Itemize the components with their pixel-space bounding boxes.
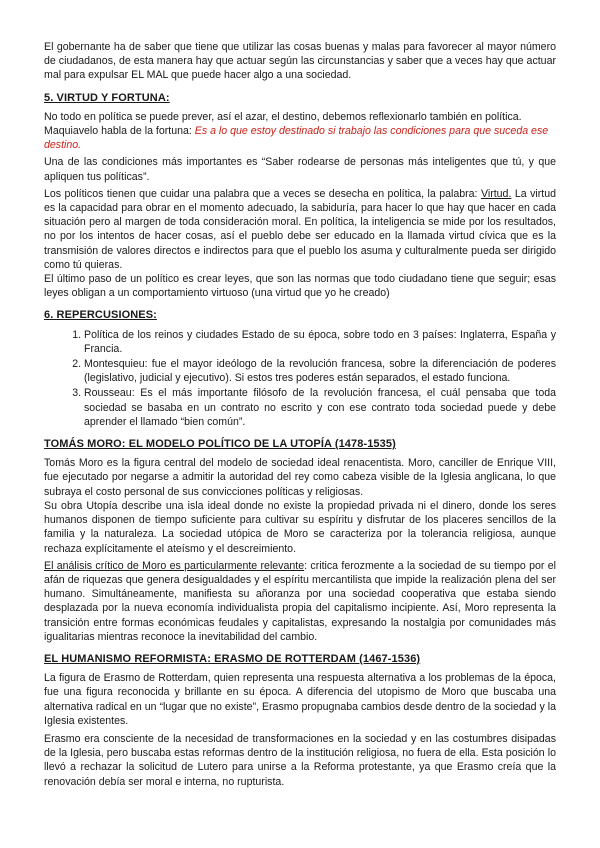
virtud-rest: La virtud es la capacidad para obrar en el momento adecuado, la sabiduría, para hacer lo que hay que hacer en cada situación pero al margen de toda consideración moral. En política, la inteligencia se mide por los resultados, no por los intentos de hacer cosas, así el pueblo debe ser educado en la llamada virtud cívica que es la transmisión de valores directos e indirectos para que el pueblo los asuma y culturalmente pueda ser dirigido como tú quieras.	[44, 187, 557, 271]
section-5-paragraph-5: El último paso de un político es crear leyes, que son las normas que todo ciudadano tiene que seguir; esas leyes obligan a un comportamiento virtuoso (una virtud que yo he creado)	[44, 273, 556, 300]
moro-analysis-lead: El análisis crítico de Moro es particularmente relevante	[44, 559, 305, 572]
moro-paragraph-2: Su obra Utopía describe una isla ideal donde no existe la propiedad privada ni el dinero, donde los seres humanos disponen de tiempo suficiente para cultivar su espíritu y disfrutar de los placeres sencillos de la familia y la naturaleza. La sociedad utópica de Moro se caracteriza por la tolerancia religiosa, aunque rechaza explícitamente el ateísmo y el descreimiento.	[44, 499, 556, 555]
section-5-heading: 5. VIRTUD Y FORTUNA:	[44, 91, 170, 104]
moro-analysis-rest: : critica ferozmente a la sociedad de su tiempo por el afán de riquezas que genera desigualdades y el espíritu mercantilista que impide la realización plena del ser humano. Simultáneamente, manifiesta su añoranza por una sociedad cooperativa que estaba siendo desplazada por la nueva economía individualista propia del capitalismo incipiente. Así, Moro representa la transición entre formas económicas feudales y capitalistas, expresando la nostalgia por comunidades más igualitarias mientras reconoce la inevitabilidad del cambio.	[44, 559, 557, 643]
virtud-lead: Los políticos tienen que cuidar una palabra que a veces se desecha en política, la palabra:	[44, 187, 481, 200]
list-item: 2. Montesquieu: fue el mayor ideólogo de la revolución francesa, sobre la diferenciación de poderes (legislativo, judicial y ejecutivo). Si estos tres poderes están separados, el estado funciona.	[84, 357, 556, 385]
erasmo-heading: EL HUMANISMO REFORMISTA: ERASMO DE ROTTERDAM (1467-1536)	[44, 652, 421, 665]
section-5-paragraph-virtud	[44, 187, 556, 272]
section-6-heading: 6. REPERCUSIONES:	[44, 309, 157, 322]
erasmo-paragraph-1: La figura de Erasmo de Rotterdam, quien representa una respuesta alternativa a los problemas de la época, fue una figura reconocida y brillante en su época. A diferencia del utopismo de Moro que buscaba una alternativa radical en un “lugar que no existe”, Erasmo propugnaba cambios desde dentro de la sociedad y la Iglesia existentes.	[44, 672, 556, 727]
repercusiones-list	[44, 328, 556, 429]
virtud-word: Virtud.	[480, 187, 512, 200]
document-page	[44, 40, 556, 792]
list-item: 1. Política de los reinos y ciudades Estado de su época, sobre todo en 3 países: Inglaterra, España y Francia.	[84, 328, 556, 356]
moro-paragraph-3	[44, 559, 556, 644]
erasmo-paragraph-2: Erasmo era consciente de la necesidad de transformaciones en la sociedad y en las costumbres disipadas de la Iglesia, pero buscaba estas reformas dentro de la institución religiosa, no fuera de ella. Esta posición lo llevó a rechazar la solicitud de Lutero para unirse a la Reforma protestante, ya que Erasmo creía que la renovación debía ser moral e interna, no rupturista.	[44, 732, 556, 788]
section-5-paragraph-1: No todo en política se puede prever, así el azar, el destino, debemos reflexionarlo también en política.	[44, 110, 522, 123]
section-5-paragraph-fortuna	[44, 124, 556, 152]
moro-heading: TOMÁS MORO: EL MODELO POLÍTICO DE LA UTOPÍA (1478-1535)	[44, 438, 396, 451]
fortuna-lead: Maquiavelo habla de la fortuna:	[44, 125, 195, 138]
intro-paragraph: El gobernante ha de saber que tiene que utilizar las cosas buenas y malas para favorecer al mayor número de ciudadanos, de esta manera hay que actuar según las circunstancias y saber que a veces hay que actuar mal para expulsar EL MAL que puede hacer algo a una sociedad.	[44, 41, 556, 82]
moro-paragraph-1: Tomás Moro es la figura central del modelo de sociedad ideal renacentista. Moro, canciller de Enrique VIII, fue ejecutado por negarse a admitir la autoridad del rey como cabeza visible de la Iglesia anglicana, lo que subraya el costo personal de sus convicciones políticas y religiosas.	[44, 457, 556, 498]
section-5-paragraph-3: Una de las condiciones más importantes es “Saber rodearse de personas más inteligentes que tú, y que apliquen tus políticas”.	[44, 156, 556, 183]
list-item: 3. Rousseau: Es el más importante filósofo de la revolución francesa, el cuál pensaba que toda sociedad se basaba en un contrato no escrito y con ese contrato toda sociedad puede y debe aprender el llamado “bien común”.	[84, 386, 556, 429]
fortuna-definition: Es a lo que estoy destinado si trabajo las condiciones para que suceda ese destino.	[44, 125, 549, 152]
